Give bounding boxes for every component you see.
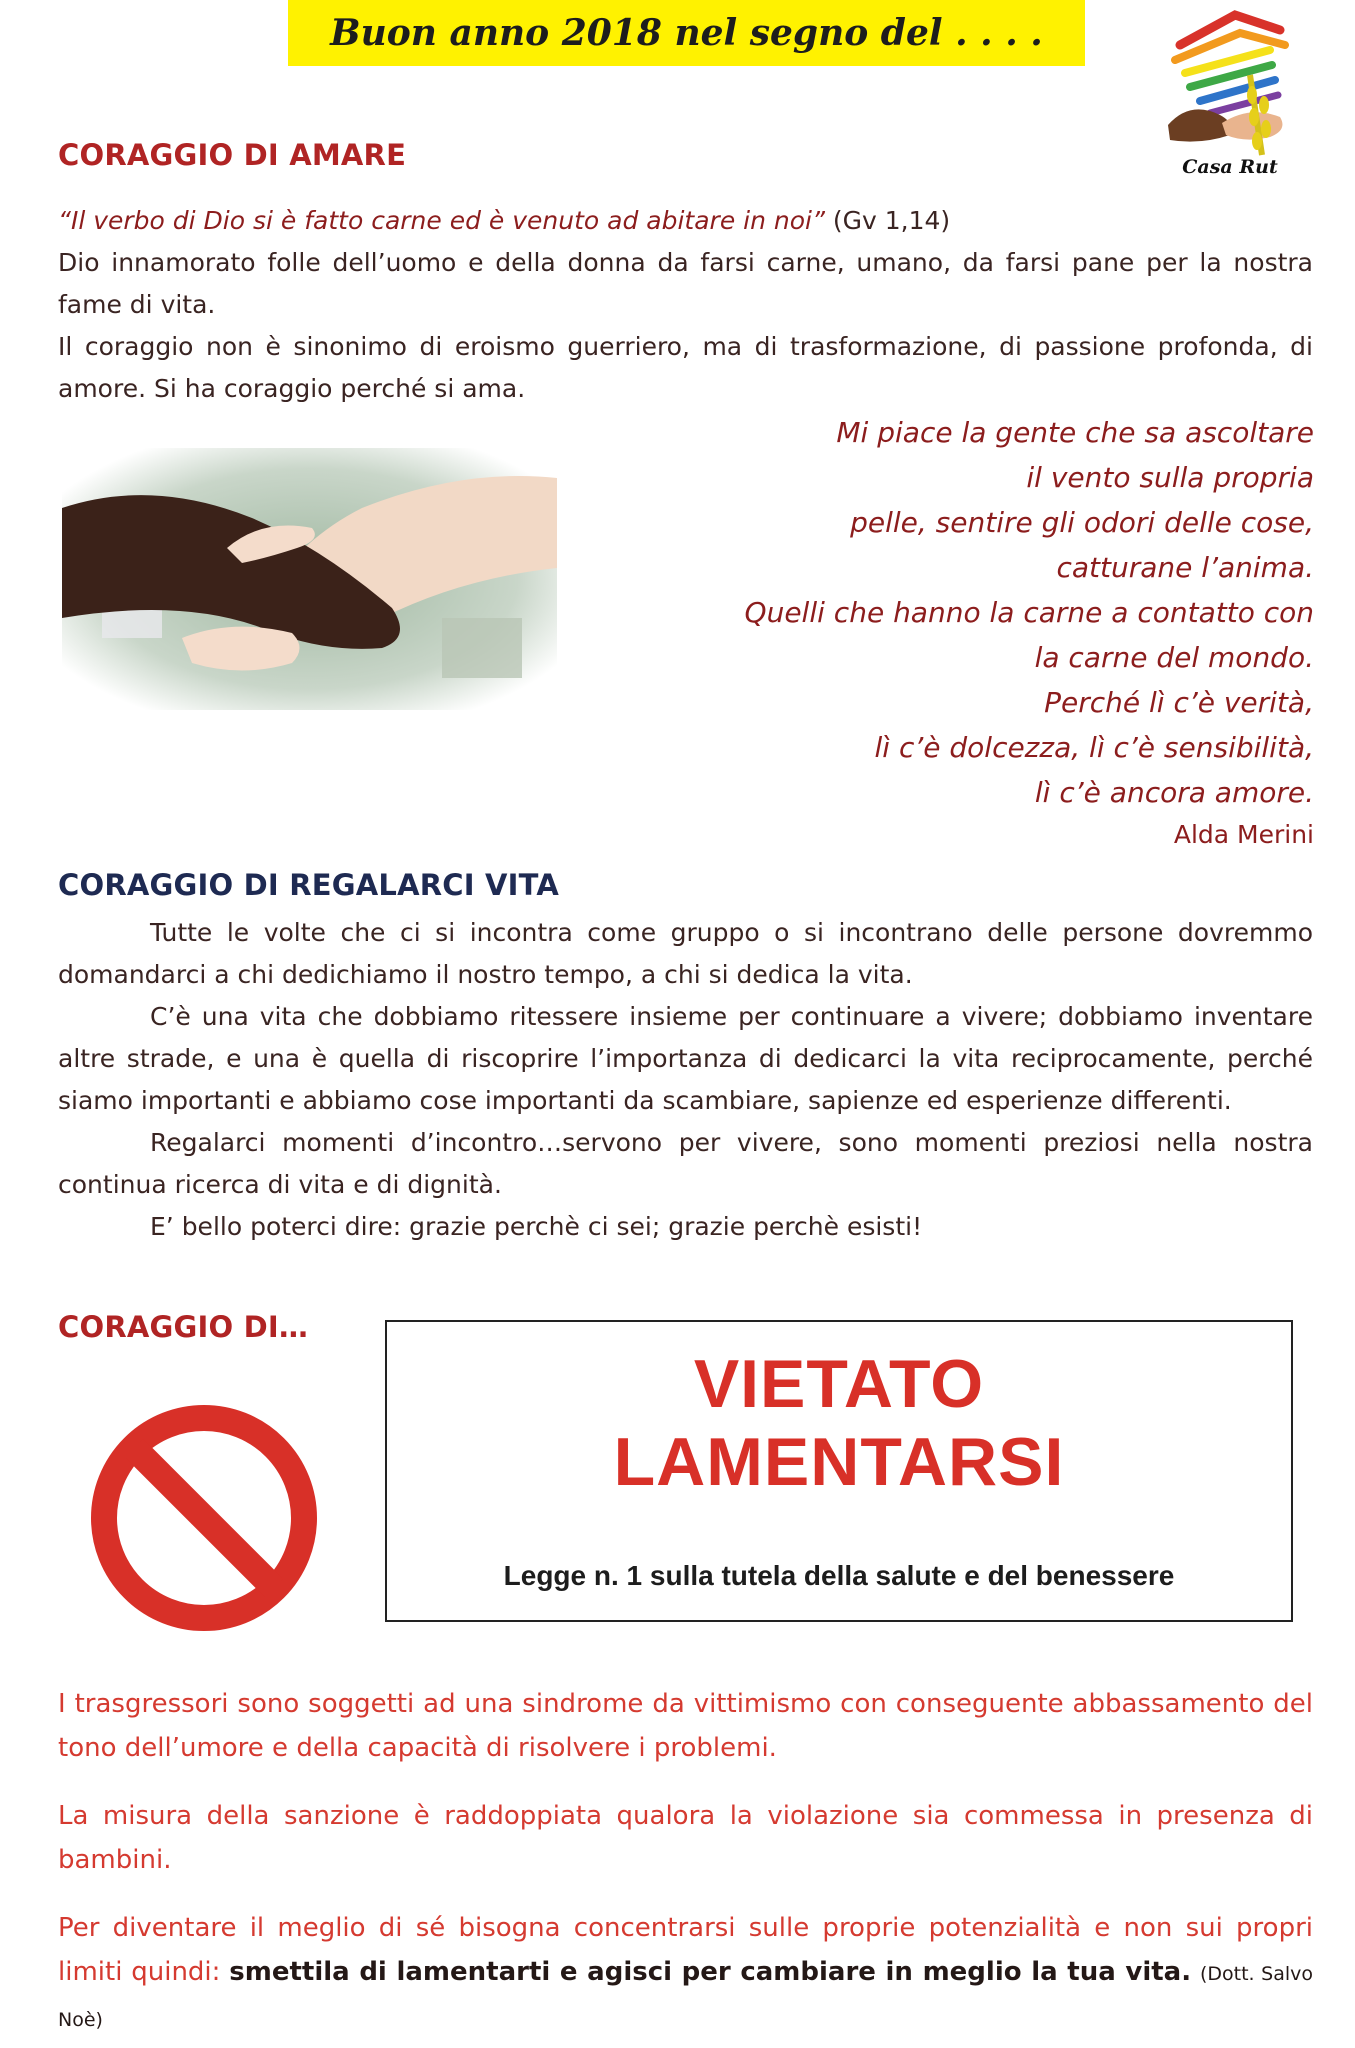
sign-title-line2: LAMENTARSI (613, 1424, 1065, 1500)
prohibition-icon (86, 1400, 322, 1636)
poem-line: pelle, sentire gli odori delle cose, (850, 506, 1314, 539)
poem-line: Perché lì c’è verità, (1044, 686, 1314, 719)
banner-title: Buon anno 2018 nel segno del . . . . (330, 12, 1043, 54)
poem-line: lì c’è ancora amore. (1034, 776, 1314, 809)
poem-line: catturane l’anima. (1056, 551, 1314, 584)
paragraph-dio-innamorato: Dio innamorato folle dell’uomo e della donna da farsi carne, umano, da farsi pane per la nostra fame di vita. (58, 248, 1313, 319)
poem (620, 410, 1314, 815)
advice-credit: (Dott. Salvo Noè) (58, 1963, 1314, 2031)
scripture-reference: (Gv 1,14) (832, 206, 951, 235)
logo-caption: Casa Rut (1182, 156, 1278, 178)
heading-coraggio-di: CORAGGIO DI… (58, 1310, 309, 1344)
handshake-photo (62, 448, 557, 710)
paragraph-trasgressori: I trasgressori sono soggetti ad una sindrome da vittimismo con conseguente abbassamento del tono dell’umore e della capacità di risolvere i problemi. (58, 1689, 1313, 1763)
paragraph-coraggio-sinonimo: Il coraggio non è sinonimo di eroismo guerriero, ma di trasformazione, di passione profonda, di amore. Si ha coraggio perché si ama. (58, 332, 1313, 403)
advice-emphasis: smettila di lamentarti e agisci per cambiare in meglio la tua vita. (229, 1957, 1192, 1987)
scripture-quote: “Il verbo di Dio si è fatto carne ed è venuto ad abitare in noi” (58, 206, 825, 235)
quote-line (58, 200, 1313, 242)
poem-line: il vento sulla propria (1026, 461, 1314, 494)
paragraph-regalarci-momenti: Regalarci momenti d’incontro…servono per vivere, sono momenti preziosi nella nostra continua ricerca di vita e di dignità. (58, 1128, 1313, 1199)
poem-line: Mi piace la gente che sa ascoltare (836, 416, 1314, 449)
paragraph-e-bello: E’ bello poterci dire: grazie perchè ci sei; grazie perchè esisti! (150, 1212, 923, 1241)
poem-line: lì c’è dolcezza, lì c’è sensibilità, (874, 731, 1314, 764)
poem-line: Quelli che hanno la carne a contatto con (744, 596, 1314, 629)
paragraph-ce-una-vita: C’è una vita che dobbiamo ritessere insieme per continuare a vivere; dobbiamo inventare altre strade, e una è quella di riscoprire l’importanza di dedicarci la vita reciprocamente, perché siamo importanti e abbiamo cose importanti da scambiare, sapienze ed esperienze differenti. (58, 1002, 1313, 1115)
advice-text: Per diventare il meglio di sé bisogna concentrarsi sulle proprie potenzialità e non sui propri limiti quindi: (58, 1913, 1313, 1987)
paragraph-tutte-le-volte: Tutte le volte che ci si incontra come gruppo o si incontrano delle persone dovremmo domandarci a chi dedichiamo il nostro tempo, a chi si dedica la vita. (58, 918, 1313, 989)
sign-title-line1: VIETATO (693, 1346, 985, 1422)
poem-line: la carne del mondo. (1034, 641, 1314, 674)
sign-subtitle: Legge n. 1 sulla tutela della salute e del benessere (503, 1560, 1175, 1591)
poem-author: Alda Merini (1173, 820, 1314, 849)
sign-title (385, 1345, 1293, 1501)
header-banner (288, 0, 1085, 66)
paragraph-misura-sanzione: La misura della sanzione è raddoppiata qualora la violazione sia commessa in presenza di bambini. (58, 1801, 1313, 1875)
paragraph-diventare-il-meglio (58, 1906, 1313, 2042)
heading-coraggio-di-regalarci-vita: CORAGGIO DI REGALARCI VITA (58, 868, 560, 902)
heading-coraggio-di-amare: CORAGGIO DI AMARE (58, 138, 407, 172)
